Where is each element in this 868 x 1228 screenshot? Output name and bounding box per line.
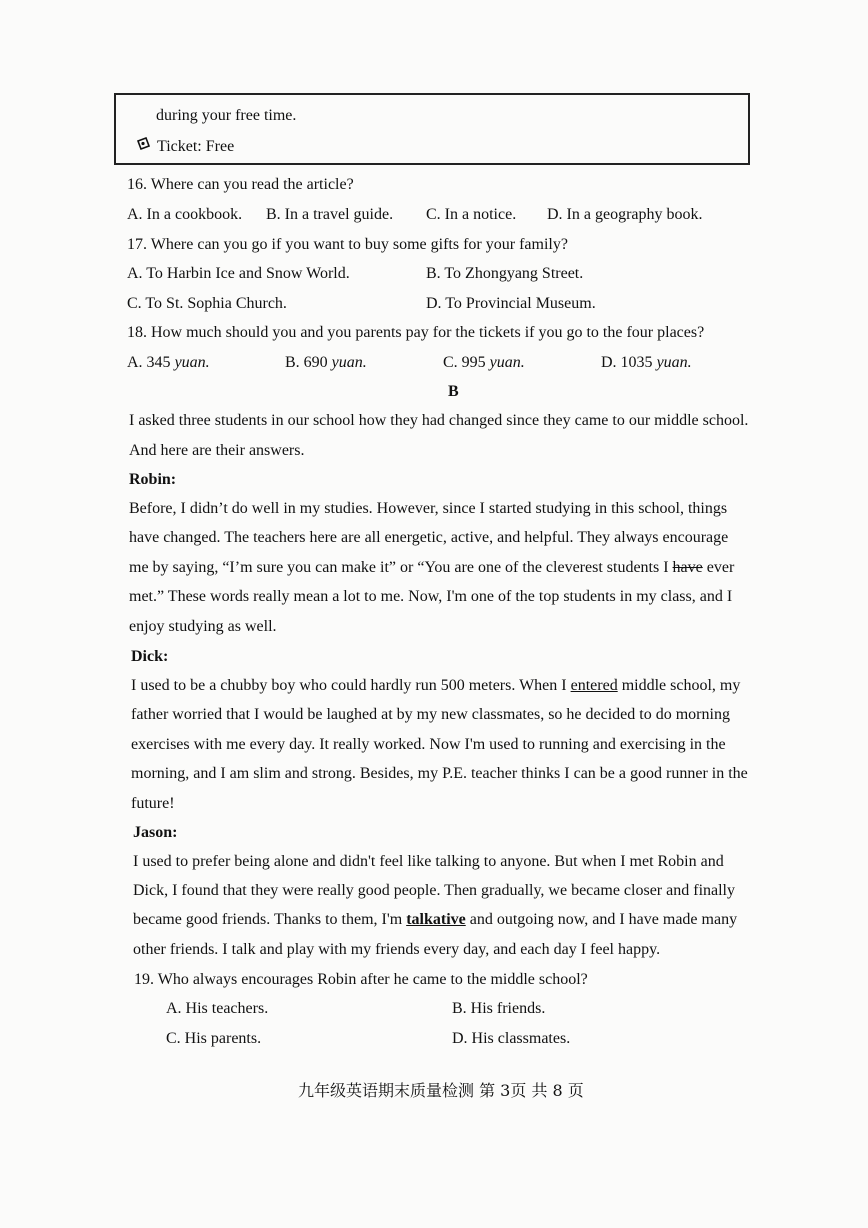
option-19a[interactable]: A. His teachers. xyxy=(166,1000,269,1017)
option-16c[interactable]: C. In a notice. xyxy=(426,206,517,223)
ticket-line xyxy=(136,137,234,156)
option-19c[interactable]: C. His parents. xyxy=(166,1030,262,1047)
question-18: 18. How much should you and you parents pay for the tickets if you go to the four places? xyxy=(127,324,705,341)
paragraph-line: met.” These words really mean a lot to me. Now, I'm one of the top students in my class, and I xyxy=(129,588,733,605)
text-span: me by saying, “I’m sure you can make it” or “You are one of the cleverest students I xyxy=(129,559,673,576)
paragraph-line: future! xyxy=(131,795,175,812)
underlined-word: entered xyxy=(570,677,618,694)
ticket-text: Ticket: Free xyxy=(157,138,235,155)
option-18d[interactable] xyxy=(601,353,692,373)
struck-word: have xyxy=(672,559,703,576)
paragraph-line: morning, and I am slim and strong. Besides, my P.E. teacher thinks I can be a good runner in the xyxy=(131,765,748,782)
paragraph-line xyxy=(133,910,737,930)
option-18b[interactable] xyxy=(285,353,367,373)
option-19b[interactable]: B. His friends. xyxy=(452,1000,546,1017)
option-17c[interactable]: C. To St. Sophia Church. xyxy=(127,295,287,312)
intro-line: I asked three students in our school how they had changed since they came to our middle school. xyxy=(129,412,749,429)
text-span: I used to be a chubby boy who could hardly run 500 meters. When I xyxy=(131,677,571,694)
paragraph-line: have changed. The teachers here are all energetic, active, and helpful. They always encourage xyxy=(129,529,729,546)
intro-line: And here are their answers. xyxy=(129,442,305,459)
option-unit: yuan. xyxy=(489,354,525,371)
paragraph-line: exercises with me every day. It really worked. Now I'm used to running and exercising in the xyxy=(131,736,726,753)
paragraph-line: enjoy studying as well. xyxy=(129,618,277,635)
option-label: C. 995 xyxy=(443,354,490,371)
paragraph-line: other friends. I talk and play with my friends every day, and each day I feel happy. xyxy=(133,941,661,958)
text-span: became good friends. Thanks to them, I'm xyxy=(133,911,407,928)
paragraph-line: father worried that I would be laughed at by my new classmates, so he decided to do morning xyxy=(131,706,730,723)
paragraph-line xyxy=(129,558,734,578)
question-17: 17. Where can you go if you want to buy some gifts for your family? xyxy=(127,236,568,253)
question-16: 16. Where can you read the article? xyxy=(127,176,354,193)
option-18c[interactable] xyxy=(443,353,525,373)
option-unit: yuan. xyxy=(656,354,692,371)
option-16d[interactable]: D. In a geography book. xyxy=(547,206,703,223)
ticket-icon xyxy=(136,137,151,156)
paragraph-line: Dick, I found that they were really good people. Then gradually, we became closer and finally xyxy=(133,882,735,899)
option-19d[interactable]: D. His classmates. xyxy=(452,1030,571,1047)
option-17b[interactable]: B. To Zhongyang Street. xyxy=(426,265,584,282)
option-16b[interactable]: B. In a travel guide. xyxy=(266,206,394,223)
text-span: ever xyxy=(702,559,735,576)
text-span: middle school, my xyxy=(617,677,741,694)
speaker-robin: Robin: xyxy=(129,471,177,488)
option-label: D. 1035 xyxy=(601,354,657,371)
option-unit: yuan. xyxy=(174,354,210,371)
speaker-jason: Jason: xyxy=(133,824,178,841)
text-span: and outgoing now, and I have made many xyxy=(465,911,738,928)
option-16a[interactable]: A. In a cookbook. xyxy=(127,206,243,223)
paragraph-line: I used to prefer being alone and didn't feel like talking to anyone. But when I met Robin and xyxy=(133,853,724,870)
underlined-word: talkative xyxy=(406,911,466,928)
option-label: B. 690 xyxy=(285,354,332,371)
option-label: A. 345 xyxy=(127,354,175,371)
speaker-dick: Dick: xyxy=(131,648,169,665)
section-heading: B xyxy=(448,383,459,400)
notice-line: during your free time. xyxy=(156,107,297,124)
page-footer: 九年级英语期末质量检测 第 3页 共 8 页 xyxy=(298,1081,584,1100)
option-17d[interactable]: D. To Provincial Museum. xyxy=(426,295,596,312)
option-unit: yuan. xyxy=(331,354,367,371)
question-19: 19. Who always encourages Robin after he came to the middle school? xyxy=(134,971,588,988)
option-17a[interactable]: A. To Harbin Ice and Snow World. xyxy=(127,265,350,282)
paragraph-line xyxy=(131,676,740,696)
paragraph-line: Before, I didn’t do well in my studies. However, since I started studying in this school, things xyxy=(129,500,728,517)
notice-box xyxy=(114,93,750,165)
option-18a[interactable] xyxy=(127,353,210,373)
